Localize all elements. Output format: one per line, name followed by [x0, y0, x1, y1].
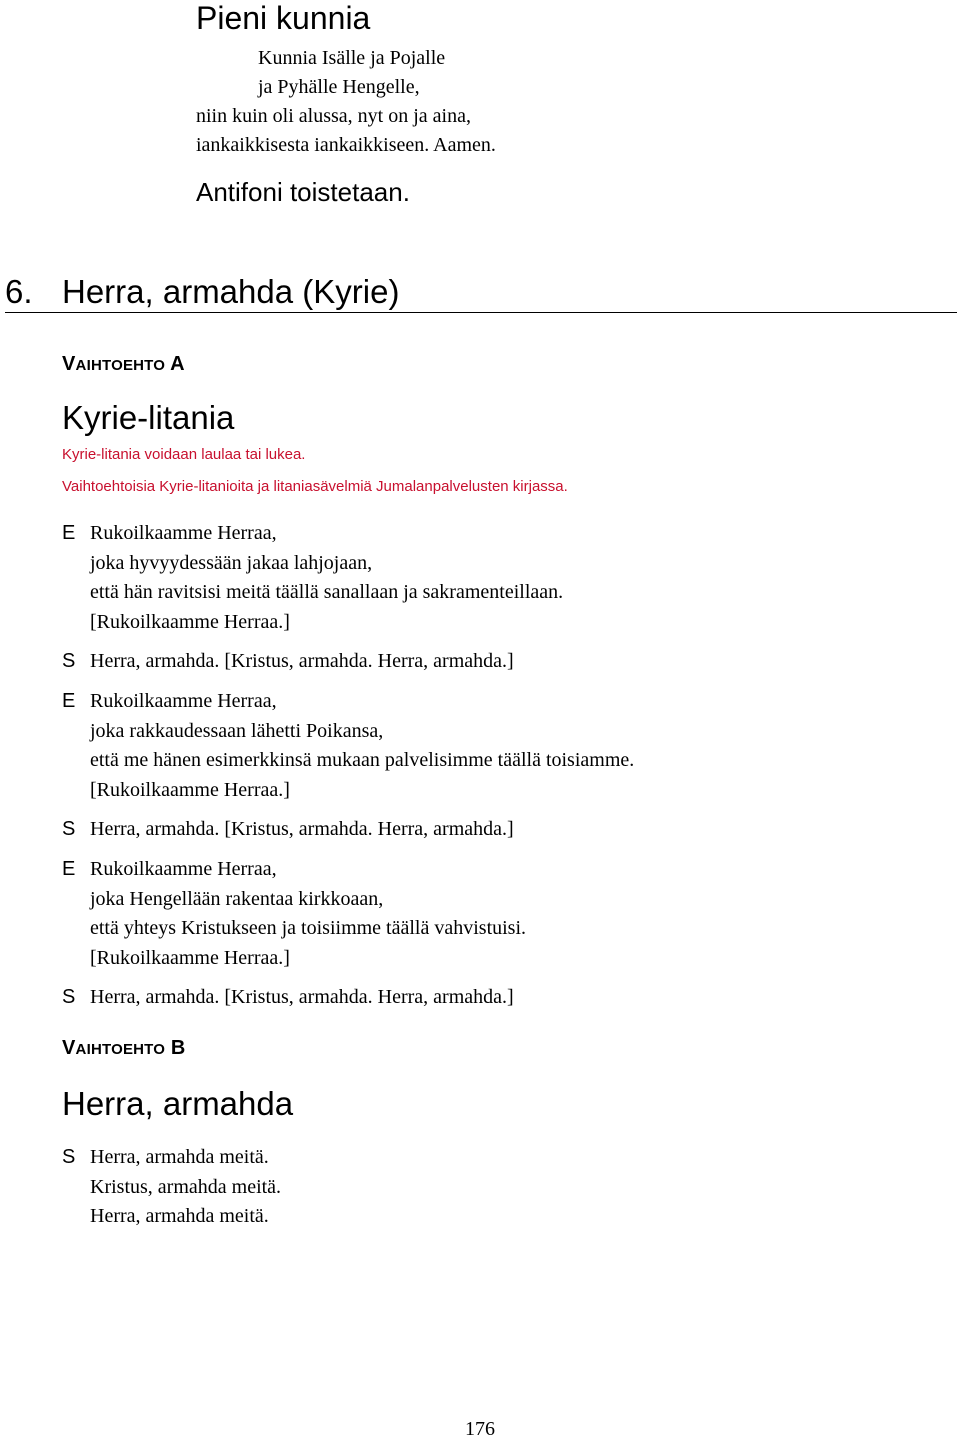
- petition-line: että hän ravitsisi meitä täällä sanallaan ja sakramenteillaan.: [90, 581, 564, 603]
- section-title: Herra, armahda (Kyrie): [62, 273, 400, 310]
- doxology-line: iankaikkisesta iankaikkiseen. Aamen.: [196, 134, 496, 156]
- petition: [90, 687, 634, 805]
- doxology-line: Kunnia Isälle ja Pojalle: [258, 47, 446, 69]
- response: Herra, armahda. [Kristus, armahda. Herra, armahda.]: [90, 650, 514, 672]
- option-a-heading: Kyrie-litania: [62, 399, 235, 436]
- rubric: Vaihtoehtoisia Kyrie-litanioita ja litaniasävelmiä Jumalanpalvelusten kirjassa.: [62, 478, 568, 495]
- petition: [90, 519, 563, 637]
- petition-line: [Rukoilkaamme Herraa.]: [90, 946, 290, 969]
- option-a-label: VAIHTOEHTO A: [62, 353, 185, 375]
- section-number: 6.: [5, 273, 33, 310]
- role-marker-e: E: [62, 690, 76, 712]
- option-b-label: VAIHTOEHTO B: [62, 1037, 186, 1059]
- doxology-line: ja Pyhälle Hengelle,: [258, 76, 420, 98]
- page-number: 176: [465, 1418, 495, 1440]
- petition-line: että me hänen esimerkkinsä mukaan palvelisimme täällä toisiamme.: [90, 749, 635, 771]
- petition-line: joka hyvyydessään jakaa lahjojaan,: [90, 551, 373, 574]
- kyrie-line: Herra, armahda meitä.: [90, 1146, 269, 1168]
- kyrie-response: [90, 1143, 281, 1232]
- petition-line: Rukoilkaamme Herraa,: [90, 858, 277, 880]
- role-marker-s: S: [62, 1146, 76, 1168]
- role-marker-s: S: [62, 650, 76, 672]
- kyrie-line: Herra, armahda meitä.: [90, 1205, 269, 1227]
- role-marker-s: S: [62, 986, 76, 1008]
- petition-line: joka Hengellään rakentaa kirkkoaan,: [90, 887, 384, 910]
- antiphon-note: Antifoni toistetaan.: [196, 177, 410, 207]
- response: Herra, armahda. [Kristus, armahda. Herra, armahda.]: [90, 818, 514, 840]
- kyrie-line: Kristus, armahda meitä.: [90, 1175, 282, 1198]
- role-marker-s: S: [62, 818, 76, 840]
- section-divider: [5, 312, 957, 313]
- doxology-title: Pieni kunnia: [196, 0, 371, 36]
- petition-line: että yhteys Kristukseen ja toisiimme täällä vahvistuisi.: [90, 917, 527, 939]
- petition-line: Rukoilkaamme Herraa,: [90, 690, 277, 712]
- response: Herra, armahda. [Kristus, armahda. Herra, armahda.]: [90, 986, 514, 1008]
- option-b-heading: Herra, armahda: [62, 1085, 294, 1122]
- petition-line: [Rukoilkaamme Herraa.]: [90, 778, 290, 801]
- doxology-line: niin kuin oli alussa, nyt on ja aina,: [196, 105, 471, 127]
- role-marker-e: E: [62, 522, 76, 544]
- role-marker-e: E: [62, 858, 76, 880]
- petition: [90, 855, 526, 973]
- petition-line: joka rakkaudessaan lähetti Poikansa,: [90, 719, 384, 742]
- petition-line: Rukoilkaamme Herraa,: [90, 522, 277, 544]
- rubric: Kyrie-litania voidaan laulaa tai lukea.: [62, 446, 306, 463]
- petition-line: [Rukoilkaamme Herraa.]: [90, 610, 290, 633]
